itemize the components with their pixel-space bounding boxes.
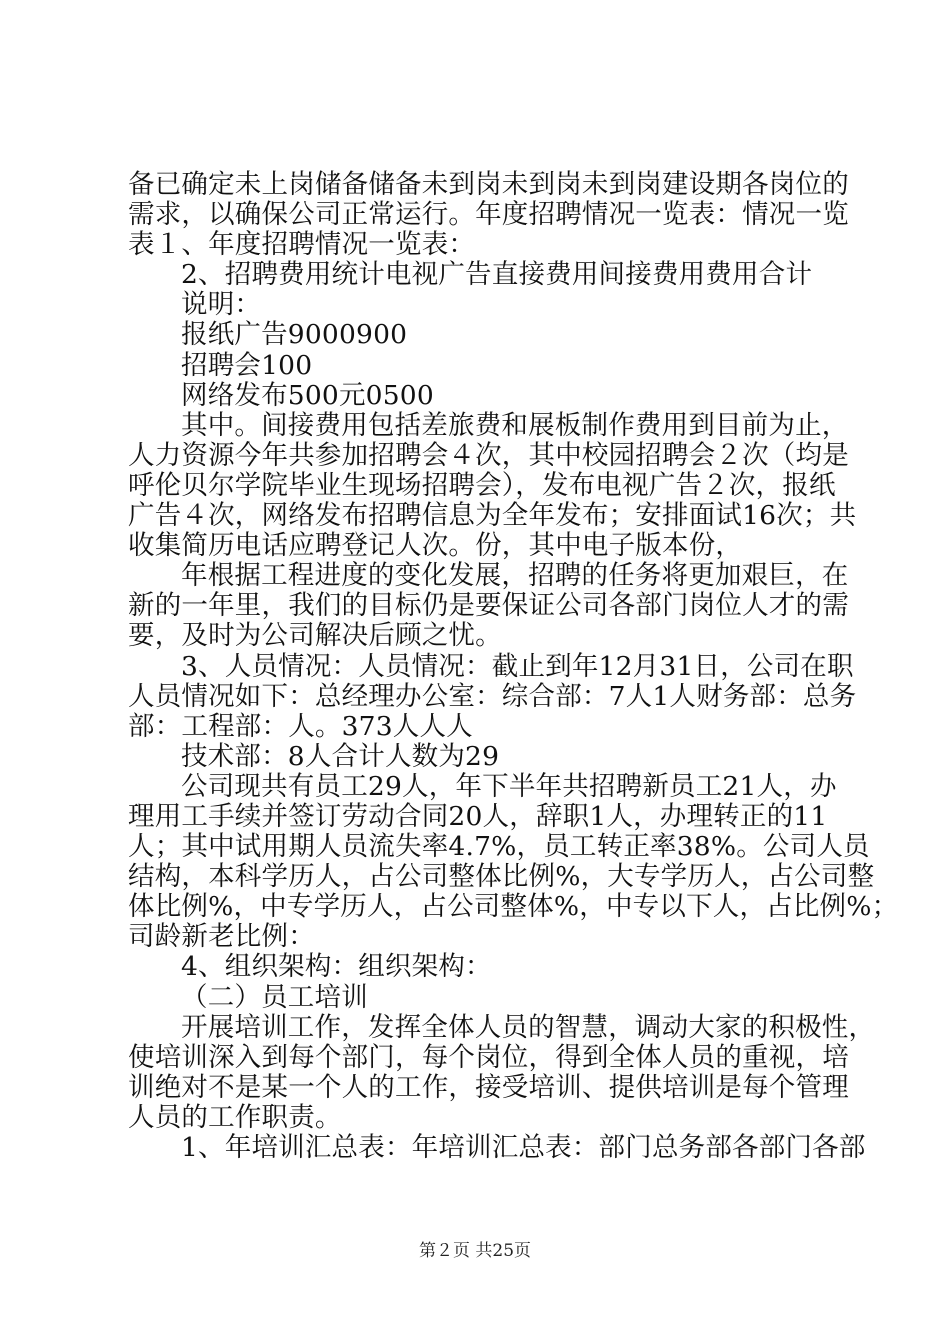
text-line: 使培训深入到每个部门，每个岗位，得到全体人员的重视，培: [128, 1041, 849, 1073]
text-line: 司龄新老比例：: [128, 921, 315, 953]
text-line: 训绝对不是某一个人的工作，接受培训、提供培训是每个管理: [128, 1071, 849, 1103]
text-line: 3、人员情况：人员情况：截止到年12月31日，公司在职: [181, 650, 854, 682]
text-line: 其中。间接费用包括差旅费和展板制作费用到目前为止，: [181, 409, 849, 441]
text-line: 人员的工作职责。: [128, 1101, 342, 1133]
text-line: 4、组织架构：组织架构：: [181, 951, 492, 983]
page-footer: 第２页 共25页: [418, 1241, 532, 1261]
text-line: 新的一年里，我们的目标仍是要保证公司各部门岗位人才的需: [128, 590, 849, 622]
text-line: 广告４次，网络发布招聘信息为全年发布；安排面试16次；共: [128, 500, 857, 532]
text-line: 表１、年度招聘情况一览表：: [128, 229, 476, 261]
text-line: 需求，以确保公司正常运行。年度招聘情况一览表：情况一览: [128, 199, 849, 231]
text-line: 人；其中试用期人员流失率4.7%，员工转正率38%。公司人员: [128, 831, 870, 863]
text-line: 体比例%，中专学历人，占公司整体%，中专以下人，占比例%；: [128, 891, 899, 923]
text-line: 理用工手续并签订劳动合同20人，辞职1人，办理转正的11: [128, 800, 828, 832]
text-line: 开展培训工作，发挥全体人员的智慧，调动大家的积极性，: [181, 1011, 876, 1043]
text-line: 呼伦贝尔学院毕业生现场招聘会），发布电视广告２次，报纸: [128, 469, 836, 501]
text-line: 公司现共有员工29人，年下半年共招聘新员工21人，办: [181, 770, 837, 802]
text-line: 说明：: [181, 289, 262, 321]
text-line: 收集简历电话应聘登记人次。份，其中电子版本份，: [128, 530, 743, 562]
text-line: 年根据工程进度的变化发展，招聘的任务将更加艰巨，在: [181, 560, 849, 592]
text-line: 要，及时为公司解决后顾之忧。: [128, 620, 502, 652]
text-line: 招聘会100: [181, 349, 313, 381]
text-line: 技术部：8人合计人数为29: [181, 740, 500, 772]
text-line: 部：工程部：人。373人人人: [128, 710, 473, 742]
text-line: 人员情况如下：总经理办公室：综合部：7人1人财务部：总务: [128, 680, 857, 712]
document-body: [128, 169, 899, 1163]
text-line: 人力资源今年共参加招聘会４次，其中校园招聘会２次（均是: [128, 439, 849, 471]
text-line: 1、年培训汇总表：年培训汇总表：部门总务部各部门各部: [181, 1132, 866, 1163]
text-line: 结构，本科学历人，占公司整体比例%，大专学历人，占公司整: [128, 861, 875, 893]
text-line: （二）员工培训: [181, 981, 368, 1013]
text-line: 2、招聘费用统计电视广告直接费用间接费用费用合计: [181, 259, 813, 291]
text-line: 网络发布500元0500: [181, 379, 434, 411]
text-line: 备已确定未上岗储备储备未到岗未到岗未到岗建设期各岗位的: [128, 169, 849, 200]
text-line: 报纸广告9000900: [181, 319, 408, 351]
